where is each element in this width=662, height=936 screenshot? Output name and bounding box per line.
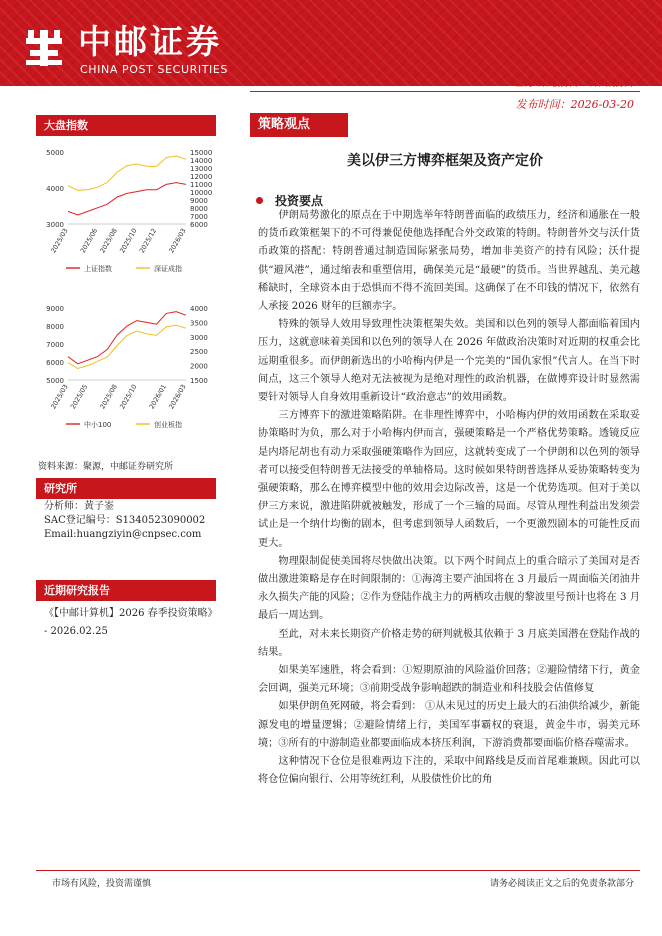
y-tick-right: 10000 (190, 189, 213, 197)
legend-label: 深证成指 (154, 265, 182, 273)
y-tick-right: 8000 (190, 205, 208, 213)
analyst-email[interactable]: Email:huangziyin@cnpsec.com (44, 529, 202, 540)
y-tick-left: 3000 (46, 221, 64, 229)
key-points-title: 投资要点 (275, 194, 324, 208)
y-tick-right: 3500 (190, 319, 208, 328)
body-paragraph: 这种情况下仓位是很难两边下注的，采取中间路线是反而首尾难兼顾。因此可以将仓位偏向银行、公用等统红利，从股债性价比的角 (258, 756, 640, 786)
recent-report-item[interactable]: 《【中邮计算机】2026 春季投资策略》 (44, 608, 218, 619)
report-title: 美以伊三方博弈框架及资产定价 (347, 153, 543, 169)
bullet-dot-icon (256, 197, 263, 204)
report-type: 证券研究报告：策略报告 (513, 76, 634, 89)
body-paragraph: 特殊的领导人效用导致理性决策框架失效。美国和以色列的领导人都面临着国内压力，这就意味着美国和以色列的领导人在 2026 年做政治决策时对近期的权重会比远期重很多。而伊朗新选出的小哈梅内伊是一个完美的“国仇家恨”代言人。在当下时间点，这三个领导人绝对无法被视为是绝对理性的政治机器，在做博弈设计时显然需要针对领导人自身效用重新设计“政治意志”的效用函数。 (258, 319, 640, 404)
series-line-2 (68, 156, 186, 190)
y-tick-right: 3000 (190, 333, 208, 342)
y-tick-right: 1500 (190, 377, 208, 385)
y-tick-left: 7000 (46, 341, 64, 349)
x-tick-label: 2026/03 (167, 383, 188, 411)
researcher-title: 研究所 (36, 478, 216, 499)
y-tick-left: 6000 (46, 359, 64, 367)
y-tick-right: 6000 (190, 221, 208, 229)
analyst-name: 分析师：黄子崟 (44, 501, 114, 512)
x-tick-label: 2025/03 (49, 227, 70, 255)
legend-label: 中小100 (84, 421, 112, 429)
footer-risk-notice: 市场有风险，投资需谨慎 (52, 879, 152, 889)
y-tick-left: 5000 (46, 377, 64, 385)
x-tick-label: 2025/06 (78, 227, 100, 255)
report-body (258, 207, 640, 790)
x-tick-label: 2025/05 (68, 383, 90, 411)
body-paragraph: 如果美军速胜，将会看到：①短期原油的风险溢价回落；②避险情绪下行，黄金会回调，强美元环境；③前期受战争影响超跌的制造业和科技股会估值修复 (258, 665, 640, 695)
x-tick-label: 2025/12 (137, 227, 159, 255)
series-line-1 (68, 183, 186, 215)
y-tick-right: 14000 (190, 157, 213, 165)
y-tick-right: 11000 (190, 181, 213, 189)
y-tick-right: 15000 (190, 149, 213, 157)
market-index-section (36, 115, 216, 136)
analyst-info (44, 500, 205, 542)
body-paragraph: 如果伊朗鱼死网破，将会看到： ①从未见过的历史上最大的石油供给减少，新能源发电的增量逻辑；②避险情绪上行，美国军事霸权的衰退，黄金牛市，弱美元环境；③所有的中游制造业都要面临成本挤压利润，下游消费都要面临价格吞噬需求。 (258, 701, 640, 749)
y-tick-left: 5000 (46, 149, 64, 157)
logo-english-name: CHINA POST SECURITIES (80, 63, 228, 76)
strategy-section-title: 策略观点 (250, 113, 348, 137)
x-tick-label: 2025/08 (98, 227, 119, 255)
y-tick-right: 13000 (190, 165, 213, 173)
recent-reports-section (36, 580, 216, 601)
chart-svg-2 (36, 300, 216, 430)
y-tick-right: 7000 (190, 213, 208, 221)
x-tick-label: 2025/08 (98, 383, 119, 411)
y-tick-right: 9000 (190, 197, 208, 205)
y-tick-left: 9000 (46, 305, 64, 313)
recent-reports-list (44, 605, 218, 641)
china-post-logo-icon (22, 26, 66, 70)
y-tick-right: 12000 (190, 173, 213, 181)
market-index-title: 大盘指数 (36, 115, 216, 136)
body-paragraph: 至此，对未来长期资产价格走势的研判就极其依赖于 3 月底美国潜在登陆作战的结果。 (258, 628, 640, 658)
legend-label: 创业板指 (154, 421, 182, 429)
footer-disclaimer-notice: 请务必阅读正文之后的免责条款部分 (489, 879, 634, 889)
x-tick-label: 2025/10 (118, 383, 139, 411)
x-tick-label: 2026/03 (167, 227, 188, 255)
chart-shanghai-shenzhen (36, 144, 216, 274)
y-tick-right: 2500 (190, 348, 208, 357)
logo-chinese-name: 中邮证券 (78, 22, 222, 61)
body-paragraph: 伊朗局势激化的原点在于中期选举年特朗普面临的政绩压力，经济和通胀在一般的货币政策框架下的不可得兼促使他选择配合外交政策的特朗。特朗普外交与沃什货币政策的搭配：特朗普通过制造国际紧张局势，增加非美资产的持有风险；沃什提供“避风港”，通过缩表和重塑信用，确保美元是“最硬”的货币。当世界越乱、美元越稀缺时，全球资本由于恐惧而不得不流回美国。这确保了在不印钱的情况下，依然有人承接 2026 财年的巨额赤字。 (258, 210, 640, 313)
researcher-section (36, 478, 216, 499)
analyst-sac-number: SAC登记编号：S1340523090002 (44, 515, 206, 526)
publish-date: 发布时间：2026-03-20 (515, 98, 634, 111)
chart-smallcap-chinext (36, 300, 216, 430)
y-tick-right: 4000 (190, 305, 208, 313)
header-divider (250, 91, 640, 92)
series-line-2 (68, 325, 186, 368)
y-tick-left: 4000 (46, 185, 64, 193)
x-tick-label: 2025/10 (118, 227, 139, 255)
y-tick-right: 2000 (190, 362, 208, 371)
series-line-1 (68, 312, 186, 364)
footer-divider (36, 870, 640, 871)
x-tick-label: 2026/01 (147, 383, 169, 411)
x-tick-label: 2025/03 (49, 383, 70, 411)
data-source: 资料来源：聚源，中邮证券研究所 (38, 462, 174, 472)
legend-label: 上证指数 (84, 265, 112, 273)
body-paragraph: 三方博弈下的激进策略陷阱。在非理性博弈中，小哈梅内伊的效用函数在采取妥协策略时为负，那么对于小哈梅内伊而言，强硬策略是一个严格优势策略。透镜反应是内塔尼胡也有动力采取强硬策略作为回应，这就转变成了一个伊朗和以色列的领导者可以接受但特朗普无法接受的单轴格局。这时候如果特朗普选择从妥协策略转变为强硬策略，那么在博弈模型中他的效用会边际改善，这是一个优势选项。但对于美以伊三方来说，激进陷阱就被触发，形成了一个三输的局面。尽管从理性利益出发须尝试止是一个纳什均衡的剧本，但考虑到领导人函数后，一个更激烈剧本的可能性反而更大。 (258, 410, 640, 549)
recent-report-date: - 2026.02.25 (44, 626, 108, 637)
body-paragraph: 物理限制促使美国将尽快做出决策。以下两个时间点上的重合暗示了美国对是否做出激进策略是存在时间限制的：①海湾主要产油国将在 3 月最后一周面临关闭油井永久损失产能的风险；②作为登陆作战主力的两栖攻击舰的黎波里号预计也将在 3 月最后一周达到。 (258, 555, 640, 622)
chart-svg-1 (36, 144, 216, 274)
y-tick-left: 8000 (46, 323, 64, 331)
recent-reports-title: 近期研究报告 (36, 580, 216, 601)
